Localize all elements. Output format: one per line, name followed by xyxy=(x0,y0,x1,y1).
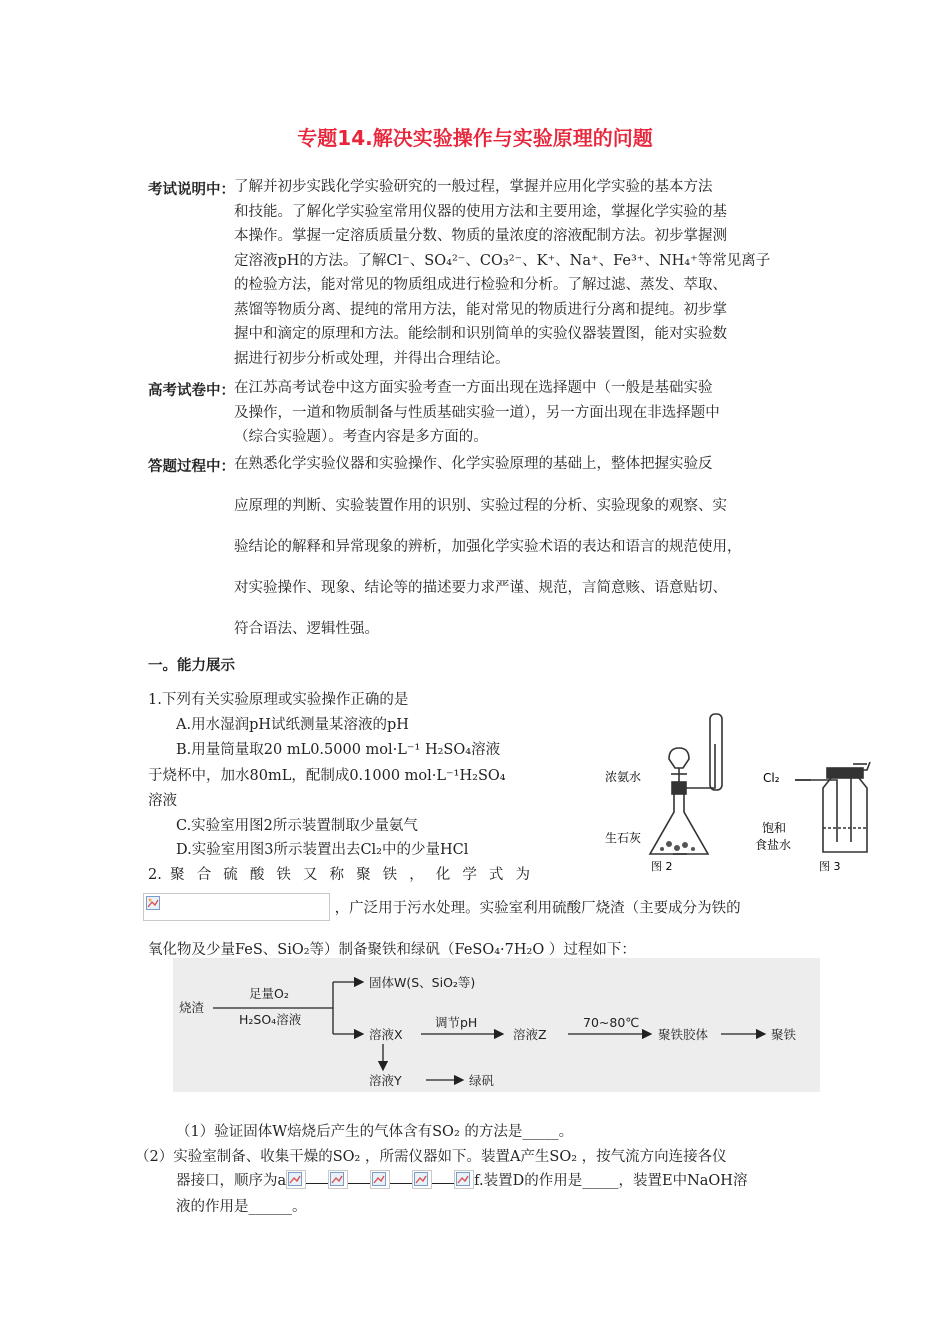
lime-label: 生石灰 xyxy=(605,831,642,845)
q1-option-a: A.用水湿润pH试纸测量某溶液的pH xyxy=(176,717,409,733)
blank-line xyxy=(432,1183,454,1184)
flow-solution-x: 溶液X xyxy=(369,1027,403,1042)
answer-line: 验结论的解释和异常现象的辨析，加强化学实验术语的表达和语言的规范使用， xyxy=(234,539,742,555)
gaokao-line: 在江苏高考试卷中这方面实验考查一方面出现在选择题中（一般是基础实验 xyxy=(234,380,713,396)
exam-line: 本操作。掌握一定溶质质量分数、物质的量浓度的溶液配制方法。初步掌握测 xyxy=(234,228,727,244)
blank-line xyxy=(348,1183,370,1184)
exam-line: 蒸馏等物质分离、提纯的常用方法，能对常见的物质进行分离和提纯。初步掌 xyxy=(234,301,727,318)
sub-question-2: （2）实验室制备、收集干燥的SO₂ ，所需仪器如下。装置A产生SO₂ ，按气流方向连接各仪 xyxy=(135,1149,727,1165)
q1-stem: 1.下列有关实验原理或实验操作正确的是 xyxy=(148,692,409,708)
flow-solid-w: 固体W(S、SiO₂等) xyxy=(369,975,476,990)
formula-image xyxy=(143,893,330,921)
q2-line-tail: ，广泛用于污水处理。实验室利用硫酸厂烧渣（主要成分为铁的 xyxy=(334,900,741,917)
q2-formula-row xyxy=(143,893,741,921)
exam-line: 定溶液pH的方法。了解Cl⁻、SO₄²⁻、CO₃²⁻、K⁺、Na⁺、Fe³⁺、NH₄⁺等常见离子 xyxy=(234,252,771,269)
brine-label: 饱和 xyxy=(762,821,787,835)
process-flowchart xyxy=(173,958,820,1092)
flow-adjust-ph: 调节pH xyxy=(435,1015,478,1030)
flow-solution-y: 溶液Y xyxy=(369,1073,402,1088)
blank-image xyxy=(286,1170,306,1189)
exam-paragraph xyxy=(234,175,834,371)
flow-vitriol: 绿矾 xyxy=(469,1073,495,1088)
cl2-label: Cl₂ xyxy=(763,771,780,785)
blank-image xyxy=(370,1170,390,1189)
gaokao-line: （综合实验题）。考查内容是多方面的。 xyxy=(234,429,488,445)
page-title: 专题14.解决实验操作与实验原理的问题 xyxy=(297,126,653,150)
sub-question-2-line2 xyxy=(176,1169,747,1190)
flow-temperature: 70~80℃ xyxy=(583,1015,640,1030)
q1-option-b-cont: 溶液 xyxy=(148,793,177,809)
fig3-caption: 图 3 xyxy=(819,860,841,873)
q1-option-b-cont: 于烧杯中，加水80mL，配制成0.1000 mol·L⁻¹H₂SO₄ xyxy=(148,768,506,784)
blank-image xyxy=(412,1170,432,1189)
q1-option-c: C.实验室用图2所示装置制取少量氨气 xyxy=(176,818,418,834)
broken-image-icon xyxy=(330,1172,344,1186)
flowchart-drawing xyxy=(173,958,820,1092)
exam-line: 了解并初步实践化学实验研究的一般过程，掌握并应用化学实验的基本方法 xyxy=(234,179,713,195)
broken-image-icon xyxy=(456,1172,470,1186)
answer-line: 在熟悉化学实验仪器和实验操作、化学实验原理的基础上，整体把握实验反 xyxy=(234,456,713,472)
gaokao-label: 高考试卷中： xyxy=(148,383,235,399)
apparatus-drawing xyxy=(565,704,880,879)
q2-line: 2. 聚 合 硫 酸 铁 又 称 聚 铁 ， 化 学 式 为 xyxy=(148,867,530,883)
connection-start: 器接口，顺序为a xyxy=(176,1173,287,1189)
exam-line: 据进行初步分析或处理，并得出合理结论。 xyxy=(234,350,510,367)
flow-solution-z: 溶液Z xyxy=(513,1027,547,1042)
sub-question-1: （1）验证固体W焙烧后产生的气体含有SO₂ 的方法是_____。 xyxy=(176,1124,574,1140)
exam-label: 考试说明中： xyxy=(148,182,235,198)
connection-tail: f.装置D的作用是_____，装置E中NaOH溶 xyxy=(474,1173,748,1189)
blank-image xyxy=(454,1170,474,1189)
answer-line: 对实验操作、现象、结论等的描述要力求严谨、规范，言简意赅、语意贴切、 xyxy=(234,580,727,596)
broken-image-icon xyxy=(146,896,160,910)
flow-reagent-bottom: H₂SO₄溶液 xyxy=(239,1012,302,1027)
sub-question-2-line3: 液的作用是______。 xyxy=(176,1199,307,1215)
ammonia-label: 浓氨水 xyxy=(605,770,642,784)
gaokao-line: 及操作，一道和物质制备与性质基础实验一道），另一方面出现在非选择题中 xyxy=(234,404,720,421)
broken-image-icon xyxy=(414,1172,428,1186)
blank-image xyxy=(328,1170,348,1189)
apparatus-figure xyxy=(565,704,880,879)
exam-line: 和技能。了解化学实验室常用仪器的使用方法和主要用途，掌握化学实验的基 xyxy=(234,203,727,220)
answer-line: 应原理的判断、实验装置作用的识别、实验过程的分析、实验现象的观察、实 xyxy=(234,498,727,514)
broken-image-icon xyxy=(288,1172,302,1186)
q1-option-b: B.用量筒量取20 mL0.5000 mol·L⁻¹ H₂SO₄溶液 xyxy=(176,742,501,758)
brine-label: 食盐水 xyxy=(755,838,792,852)
flow-reagent-top: 足量O₂ xyxy=(249,986,289,1001)
q1-option-d: D.实验室用图3所示装置出去Cl₂中的少量HCl xyxy=(176,842,469,858)
answer-label: 答题过程中： xyxy=(148,459,235,475)
fig2-caption: 图 2 xyxy=(651,860,673,873)
exam-line: 的检验方法，能对常见的物质组成进行检验和分析。了解过滤、蒸发、萃取、 xyxy=(234,277,727,293)
blank-line xyxy=(390,1183,412,1184)
section-heading: 一。能力展示 xyxy=(148,658,235,674)
gaokao-paragraph xyxy=(234,376,834,450)
flow-start: 烧渣 xyxy=(179,1000,205,1015)
flow-colloid: 聚铁胶体 xyxy=(658,1027,709,1042)
broken-image-icon xyxy=(372,1172,386,1186)
flow-product: 聚铁 xyxy=(771,1027,797,1042)
exam-line: 握中和滴定的原理和方法。能绘制和识别简单的实验仪器装置图，能对实验数 xyxy=(234,326,727,342)
q2-line: 氧化物及少量FeS、SiO₂等）制备聚铁和绿矾（FeSO₄·7H₂O ）过程如下： xyxy=(148,942,636,958)
answer-line: 符合语法、逻辑性强。 xyxy=(234,621,379,637)
blank-line xyxy=(306,1183,328,1184)
